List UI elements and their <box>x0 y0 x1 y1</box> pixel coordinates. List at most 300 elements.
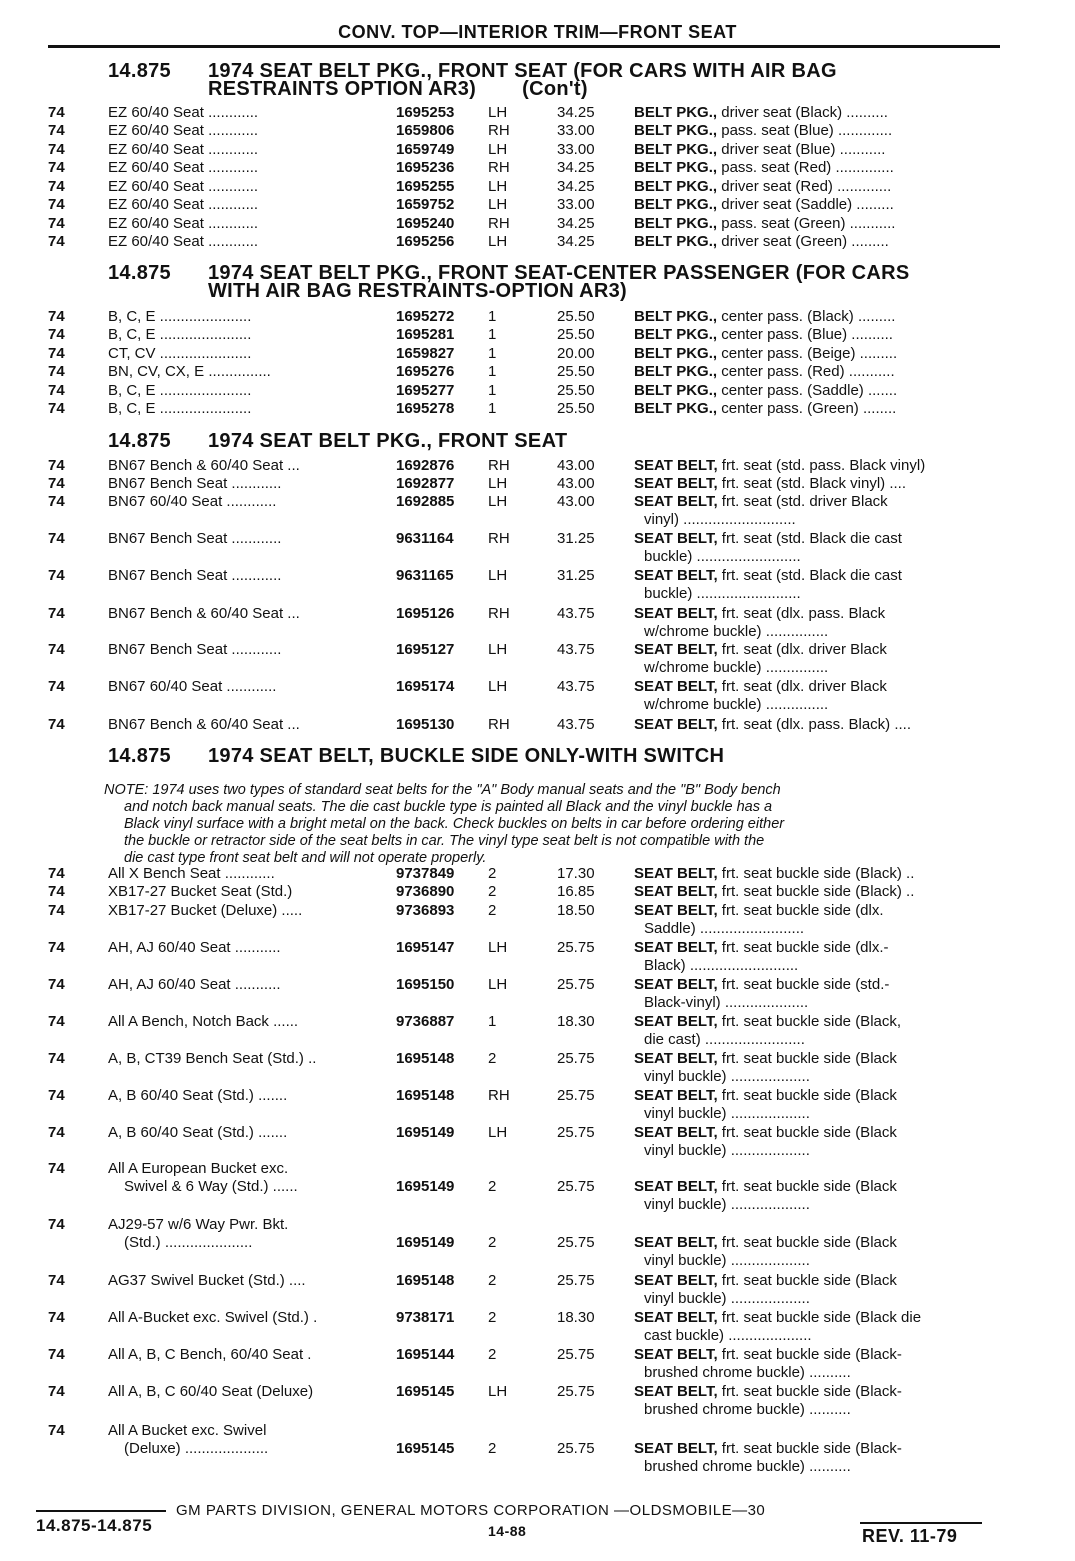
model-year: 74 <box>48 902 65 919</box>
description-text: frt. seat buckle side (Black) .. <box>717 883 915 900</box>
section-title: 1974 SEAT BELT PKG., FRONT SEAT <box>208 430 568 452</box>
description-continued: w/chrome buckle) ............... <box>644 659 829 676</box>
application: All X Bench Seat ............ <box>108 865 275 882</box>
price: 43.75 <box>557 678 595 695</box>
description-text: frt. seat buckle side (Black die <box>717 1309 922 1326</box>
application: B, C, E ...................... <box>108 400 252 417</box>
description-keyword: BELT PKG., <box>634 233 718 250</box>
quantity: LH <box>488 1124 508 1141</box>
part-number: 1659752 <box>396 196 455 213</box>
quantity: 1 <box>488 345 497 362</box>
price: 25.75 <box>557 1087 595 1104</box>
quantity: RH <box>488 1087 510 1104</box>
quantity: 2 <box>488 1346 497 1363</box>
quantity: LH <box>488 641 508 658</box>
description-keyword: SEAT BELT, <box>634 493 718 510</box>
part-number: 1695272 <box>396 308 455 325</box>
description <box>634 641 1004 659</box>
price: 25.75 <box>557 1440 595 1457</box>
description <box>634 1178 1004 1196</box>
application: XB17-27 Bucket (Deluxe) ..... <box>108 902 303 919</box>
model-year: 74 <box>48 233 65 250</box>
price: 43.75 <box>557 716 595 733</box>
price: 31.25 <box>557 530 595 547</box>
description <box>634 382 1004 400</box>
part-number: 1695127 <box>396 641 455 658</box>
model-year: 74 <box>48 493 65 510</box>
price: 43.75 <box>557 605 595 622</box>
description-text: center pass. (Red) ........... <box>717 363 895 380</box>
description-keyword: SEAT BELT, <box>634 716 718 733</box>
quantity: LH <box>488 141 508 158</box>
model-year: 74 <box>48 215 65 232</box>
quantity: 1 <box>488 308 497 325</box>
description-keyword: SEAT BELT, <box>634 939 718 956</box>
description-text: frt. seat buckle side (Black <box>717 1272 897 1289</box>
quantity: LH <box>488 567 508 584</box>
part-number: 1695255 <box>396 178 455 195</box>
description-keyword: SEAT BELT, <box>634 1013 718 1030</box>
part-number: 1692876 <box>396 457 455 474</box>
description-continued: die cast) ........................ <box>644 1031 805 1048</box>
model-year: 74 <box>48 1383 65 1400</box>
description-keyword: BELT PKG., <box>634 104 718 121</box>
description-text: frt. seat buckle side (std.- <box>717 976 890 993</box>
quantity: RH <box>488 215 510 232</box>
section-title: 1974 SEAT BELT PKG., FRONT SEAT-CENTER PASSENGER (FOR CARS <box>208 262 910 284</box>
description-continued: vinyl buckle) ................... <box>644 1252 810 1269</box>
application: BN67 Bench Seat ............ <box>108 567 282 584</box>
quantity: 2 <box>488 1178 497 1195</box>
quantity: RH <box>488 457 510 474</box>
note-line: die cast type front seat belt and will not operate properly. <box>124 850 487 866</box>
price: 18.30 <box>557 1013 595 1030</box>
application: A, B 60/40 Seat (Std.) ....... <box>108 1124 288 1141</box>
application: All A, B, C Bench, 60/40 Seat . <box>108 1346 312 1363</box>
application: B, C, E ...................... <box>108 326 252 343</box>
quantity: 1 <box>488 1013 497 1030</box>
description <box>634 345 1004 363</box>
description <box>634 400 1004 418</box>
section-number: 14.875 <box>108 60 171 82</box>
description-text: frt. seat buckle side (Black <box>717 1050 897 1067</box>
section-note <box>104 782 1004 867</box>
quantity: 1 <box>488 382 497 399</box>
model-year: 74 <box>48 1087 65 1104</box>
part-number: 9738171 <box>396 1309 455 1326</box>
quantity: LH <box>488 233 508 250</box>
description <box>634 493 1004 511</box>
price: 25.50 <box>557 363 595 380</box>
continued-label: (Con't) <box>522 78 588 100</box>
price: 25.75 <box>557 1050 595 1067</box>
description-continued: brushed chrome buckle) .......... <box>644 1401 851 1418</box>
quantity: 1 <box>488 326 497 343</box>
model-year: 74 <box>48 939 65 956</box>
description-continued: Black) .......................... <box>644 957 799 974</box>
part-number: 1659806 <box>396 122 455 139</box>
description-text: center pass. (Saddle) ....... <box>717 382 898 399</box>
quantity: 2 <box>488 1272 497 1289</box>
price: 20.00 <box>557 345 595 362</box>
part-number: 1695253 <box>396 104 455 121</box>
description-continued: vinyl) ........................... <box>644 511 796 528</box>
description-text: frt. seat buckle side (Black, <box>717 1013 902 1030</box>
description <box>634 363 1004 381</box>
application: A, B 60/40 Seat (Std.) ....... <box>108 1087 288 1104</box>
description-continued: w/chrome buckle) ............... <box>644 623 829 640</box>
model-year: 74 <box>48 178 65 195</box>
part-number: 9631164 <box>396 530 454 547</box>
description <box>634 530 1004 548</box>
description <box>634 1272 1004 1290</box>
price: 25.50 <box>557 400 595 417</box>
quantity: RH <box>488 159 510 176</box>
application: AH, AJ 60/40 Seat ........... <box>108 976 281 993</box>
description-text: frt. seat (std. Black vinyl) .... <box>717 475 907 492</box>
application: EZ 60/40 Seat ............ <box>108 141 259 158</box>
description-text: center pass. (Green) ........ <box>717 400 897 417</box>
part-number: 1695256 <box>396 233 455 250</box>
description-keyword: SEAT BELT, <box>634 641 718 658</box>
description-keyword: SEAT BELT, <box>634 1124 718 1141</box>
part-number: 1695281 <box>396 326 455 343</box>
description-continued: buckle) ......................... <box>644 548 801 565</box>
description <box>634 1383 1004 1401</box>
description-keyword: BELT PKG., <box>634 159 718 176</box>
description <box>634 122 1004 140</box>
part-number: 1695126 <box>396 605 455 622</box>
price: 33.00 <box>557 122 595 139</box>
description <box>634 678 1004 696</box>
description-text: frt. seat buckle side (dlx. <box>717 902 884 919</box>
application: EZ 60/40 Seat ............ <box>108 196 259 213</box>
quantity: LH <box>488 475 508 492</box>
title-rule <box>48 45 1000 48</box>
description-continued: Saddle) ......................... <box>644 920 805 937</box>
section-number: 14.875 <box>108 745 171 767</box>
description-keyword: SEAT BELT, <box>634 1178 718 1195</box>
part-number: 9736890 <box>396 883 455 900</box>
model-year: 74 <box>48 1050 65 1067</box>
application: AG37 Swivel Bucket (Std.) .... <box>108 1272 306 1289</box>
description-keyword: BELT PKG., <box>634 400 718 417</box>
description-text: frt. seat (std. pass. Black vinyl) <box>717 457 926 474</box>
model-year: 74 <box>48 530 65 547</box>
footer-revision: REV. 11-79 <box>862 1526 958 1546</box>
model-year: 74 <box>48 1216 65 1233</box>
section-heading-1 <box>108 62 837 98</box>
description-keyword: SEAT BELT, <box>634 865 718 882</box>
model-year: 74 <box>48 141 65 158</box>
quantity: LH <box>488 104 508 121</box>
part-number: 1695278 <box>396 400 455 417</box>
quantity: 2 <box>488 1050 497 1067</box>
application: BN67 60/40 Seat ............ <box>108 493 277 510</box>
model-year: 74 <box>48 326 65 343</box>
part-number: 1695130 <box>396 716 455 733</box>
part-number: 1695150 <box>396 976 455 993</box>
quantity: RH <box>488 122 510 139</box>
quantity: RH <box>488 716 510 733</box>
description-keyword: SEAT BELT, <box>634 457 718 474</box>
application: AJ29-57 w/6 Way Pwr. Bkt. <box>108 1216 289 1233</box>
model-year: 74 <box>48 104 65 121</box>
description <box>634 902 1004 920</box>
description-keyword: BELT PKG., <box>634 382 718 399</box>
description-keyword: BELT PKG., <box>634 345 718 362</box>
part-number: 1695144 <box>396 1346 455 1363</box>
page-title: CONV. TOP—INTERIOR TRIM—FRONT SEAT <box>338 22 737 42</box>
part-number: 1695149 <box>396 1178 455 1195</box>
price: 25.50 <box>557 326 595 343</box>
application: All A European Bucket exc. <box>108 1160 289 1177</box>
quantity: 1 <box>488 363 497 380</box>
description <box>634 1309 1004 1327</box>
description-text: frt. seat (dlx. driver Black <box>717 641 887 658</box>
description-text: frt. seat buckle side (Black <box>717 1234 897 1251</box>
description <box>634 457 1004 475</box>
note-line: NOTE: 1974 uses two types of standard seat belts for the "A" Body manual seats and the "B" Body bench <box>104 782 781 798</box>
model-year: 74 <box>48 716 65 733</box>
description <box>634 1124 1004 1142</box>
description-text: frt. seat (dlx. pass. Black) .... <box>717 716 912 733</box>
description-keyword: SEAT BELT, <box>634 1346 718 1363</box>
description-keyword: BELT PKG., <box>634 215 718 232</box>
description <box>634 141 1004 159</box>
description-text: frt. seat buckle side (dlx.- <box>717 939 889 956</box>
price: 43.75 <box>557 641 595 658</box>
application: BN67 60/40 Seat ............ <box>108 678 277 695</box>
quantity: LH <box>488 678 508 695</box>
application: AH, AJ 60/40 Seat ........... <box>108 939 281 956</box>
application-line2: (Deluxe) .................... <box>124 1440 269 1457</box>
description-text: frt. seat buckle side (Black <box>717 1087 897 1104</box>
description-text: driver seat (Green) ......... <box>717 233 889 250</box>
part-number: 1659749 <box>396 141 455 158</box>
description-text: pass. seat (Red) .............. <box>717 159 894 176</box>
application: BN67 Bench & 60/40 Seat ... <box>108 605 300 622</box>
quantity: 2 <box>488 1440 497 1457</box>
description-keyword: BELT PKG., <box>634 363 718 380</box>
description-keyword: SEAT BELT, <box>634 1087 718 1104</box>
price: 33.00 <box>557 196 595 213</box>
price: 34.25 <box>557 215 595 232</box>
section-title: 1974 SEAT BELT PKG., FRONT SEAT (FOR CARS WITH AIR BAG <box>208 60 837 82</box>
description <box>634 567 1004 585</box>
description-text: driver seat (Red) ............. <box>717 178 892 195</box>
description-keyword: BELT PKG., <box>634 141 718 158</box>
application: BN67 Bench & 60/40 Seat ... <box>108 457 300 474</box>
section-heading-2 <box>108 264 910 300</box>
quantity: 2 <box>488 865 497 882</box>
description-keyword: SEAT BELT, <box>634 902 718 919</box>
description-keyword: BELT PKG., <box>634 196 718 213</box>
price: 25.75 <box>557 1272 595 1289</box>
description-text: pass. seat (Blue) ............. <box>717 122 893 139</box>
price: 16.85 <box>557 883 595 900</box>
price: 18.50 <box>557 902 595 919</box>
description-keyword: SEAT BELT, <box>634 475 718 492</box>
description-text: center pass. (Beige) ......... <box>717 345 898 362</box>
description-continued: vinyl buckle) ................... <box>644 1142 810 1159</box>
application: B, C, E ...................... <box>108 382 252 399</box>
description-text: frt. seat (dlx. driver Black <box>717 678 887 695</box>
price: 34.25 <box>557 178 595 195</box>
description <box>634 976 1004 994</box>
part-number: 1695240 <box>396 215 455 232</box>
description-continued: vinyl buckle) ................... <box>644 1196 810 1213</box>
description-text: driver seat (Black) .......... <box>717 104 888 121</box>
price: 25.75 <box>557 939 595 956</box>
price: 18.30 <box>557 1309 595 1326</box>
price: 25.50 <box>557 382 595 399</box>
model-year: 74 <box>48 400 65 417</box>
model-year: 74 <box>48 883 65 900</box>
description-keyword: SEAT BELT, <box>634 530 718 547</box>
description <box>634 1050 1004 1068</box>
model-year: 74 <box>48 363 65 380</box>
price: 25.75 <box>557 1234 595 1251</box>
description-keyword: SEAT BELT, <box>634 976 718 993</box>
description-keyword: SEAT BELT, <box>634 678 718 695</box>
description <box>634 326 1004 344</box>
section-title-line2: WITH AIR BAG RESTRAINTS-OPTION AR3) <box>208 280 628 302</box>
description <box>634 1087 1004 1105</box>
price: 25.75 <box>557 976 595 993</box>
model-year: 74 <box>48 1160 65 1177</box>
application: All A Bucket exc. Swivel <box>108 1422 267 1439</box>
part-number: 1695149 <box>396 1124 455 1141</box>
part-number: 1692885 <box>396 493 455 510</box>
price: 25.75 <box>557 1346 595 1363</box>
model-year: 74 <box>48 678 65 695</box>
part-number: 1695148 <box>396 1050 455 1067</box>
description-text: frt. seat (std. Black die cast <box>717 567 902 584</box>
description-text: frt. seat (std. Black die cast <box>717 530 902 547</box>
model-year: 74 <box>48 308 65 325</box>
quantity: 2 <box>488 1234 497 1251</box>
quantity: LH <box>488 196 508 213</box>
application: EZ 60/40 Seat ............ <box>108 122 259 139</box>
price: 34.25 <box>557 233 595 250</box>
model-year: 74 <box>48 1422 65 1439</box>
application: EZ 60/40 Seat ............ <box>108 215 259 232</box>
description-keyword: BELT PKG., <box>634 178 718 195</box>
description-continued: vinyl buckle) ................... <box>644 1068 810 1085</box>
part-number: 1659827 <box>396 345 455 362</box>
model-year: 74 <box>48 1124 65 1141</box>
quantity: LH <box>488 976 508 993</box>
part-number: 1695148 <box>396 1087 455 1104</box>
part-number: 9631165 <box>396 567 454 584</box>
application: XB17-27 Bucket Seat (Std.) <box>108 883 293 900</box>
description-keyword: SEAT BELT, <box>634 1440 718 1457</box>
model-year: 74 <box>48 1272 65 1289</box>
description <box>634 883 1004 901</box>
application: EZ 60/40 Seat ............ <box>108 233 259 250</box>
price: 34.25 <box>557 159 595 176</box>
description-keyword: SEAT BELT, <box>634 567 718 584</box>
price: 34.25 <box>557 104 595 121</box>
price: 33.00 <box>557 141 595 158</box>
description <box>634 215 1004 233</box>
description <box>634 1346 1004 1364</box>
part-number: 1695147 <box>396 939 455 956</box>
application-line2: (Std.) ..................... <box>124 1234 253 1251</box>
section-title: 1974 SEAT BELT, BUCKLE SIDE ONLY-WITH SWITCH <box>208 745 725 767</box>
description-text: frt. seat buckle side (Black- <box>717 1440 902 1457</box>
price: 43.00 <box>557 493 595 510</box>
description-continued: Black-vinyl) .................... <box>644 994 809 1011</box>
part-number: 9737849 <box>396 865 455 882</box>
section-title-line2: RESTRAINTS OPTION AR3) <box>208 78 477 100</box>
description <box>634 605 1004 623</box>
quantity: RH <box>488 605 510 622</box>
application: BN67 Bench & 60/40 Seat ... <box>108 716 300 733</box>
application: EZ 60/40 Seat ............ <box>108 104 259 121</box>
description <box>634 1440 1004 1458</box>
section-heading-3 <box>108 432 567 450</box>
application: All A Bench, Notch Back ...... <box>108 1013 299 1030</box>
model-year: 74 <box>48 159 65 176</box>
quantity: 1 <box>488 400 497 417</box>
application: A, B, CT39 Bench Seat (Std.) .. <box>108 1050 317 1067</box>
part-number: 1695145 <box>396 1383 455 1400</box>
description-continued: vinyl buckle) ................... <box>644 1290 810 1307</box>
price: 43.00 <box>557 457 595 474</box>
description-keyword: SEAT BELT, <box>634 1383 718 1400</box>
description <box>634 716 1004 734</box>
quantity: LH <box>488 939 508 956</box>
model-year: 74 <box>48 1013 65 1030</box>
price: 25.75 <box>557 1383 595 1400</box>
application: BN67 Bench Seat ............ <box>108 475 282 492</box>
application: BN, CV, CX, E ............... <box>108 363 271 380</box>
footer-section-range: 14.875-14.875 <box>36 1516 153 1535</box>
part-number: 1695236 <box>396 159 455 176</box>
description <box>634 1234 1004 1252</box>
application: EZ 60/40 Seat ............ <box>108 159 259 176</box>
footer-rule-right <box>860 1522 982 1524</box>
application: BN67 Bench Seat ............ <box>108 530 282 547</box>
description <box>634 178 1004 196</box>
model-year: 74 <box>48 475 65 492</box>
price: 25.75 <box>557 1124 595 1141</box>
part-number: 9736893 <box>396 902 455 919</box>
description-text: center pass. (Blue) .......... <box>717 326 893 343</box>
description-text: frt. seat buckle side (Black <box>717 1178 897 1195</box>
part-number: 1695174 <box>396 678 455 695</box>
description-continued: buckle) ......................... <box>644 585 801 602</box>
part-number: 1695145 <box>396 1440 455 1457</box>
model-year: 74 <box>48 457 65 474</box>
application: BN67 Bench Seat ............ <box>108 641 282 658</box>
description <box>634 865 1004 883</box>
description-text: center pass. (Black) ......... <box>717 308 896 325</box>
part-number: 1695149 <box>396 1234 455 1251</box>
model-year: 74 <box>48 605 65 622</box>
description-text: frt. seat buckle side (Black) .. <box>717 865 915 882</box>
description <box>634 475 1004 493</box>
description-keyword: BELT PKG., <box>634 122 718 139</box>
price: 25.75 <box>557 1178 595 1195</box>
description-keyword: SEAT BELT, <box>634 883 718 900</box>
description-text: frt. seat buckle side (Black <box>717 1124 897 1141</box>
model-year: 74 <box>48 865 65 882</box>
description-text: frt. seat buckle side (Black- <box>717 1346 902 1363</box>
description-keyword: BELT PKG., <box>634 308 718 325</box>
